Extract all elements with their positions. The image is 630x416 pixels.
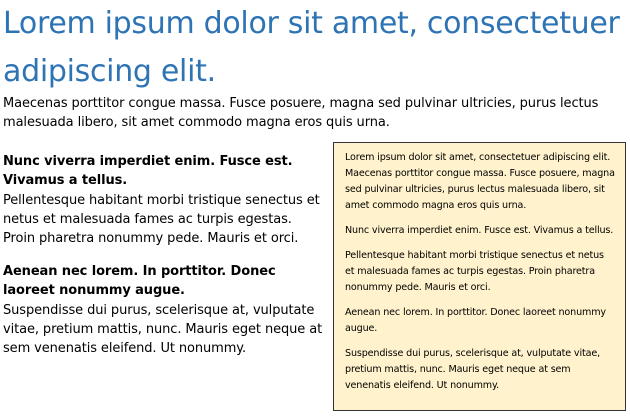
intro-paragraph: Maecenas porttitor congue massa. Fusce posuere, magna sed pulvinar ultricies, purus lectus malesuada libero, sit amet commodo magna eros quis urna.: [3, 96, 599, 130]
sidebar-paragraph: Nunc viverra imperdiet enim. Fusce est. Vivamus a tellus.: [345, 225, 614, 236]
sidebar-paragraph: Suspendisse dui purus, scelerisque at, vulputate vitae, pretium mattis, nunc. Mauris eget neque at sem venenatis eleifend. Ut nonummy.: [345, 348, 600, 391]
section-body: Suspendisse dui purus, scelerisque at, vulputate vitae, pretium mattis, nunc. Mauris eget neque at sem venenatis eleifend. Ut nonummy.: [3, 303, 323, 356]
main-column: [3, 152, 325, 372]
sidebar-paragraph: Pellentesque habitant morbi tristique senectus et netus et malesuada fames ac turpis egestas. Proin pharetra nonummy pede. Mauris et orci.: [345, 250, 604, 293]
sidebar-paragraph: Aenean nec lorem. In porttitor. Donec laoreet nonummy augue.: [345, 307, 606, 334]
section-1: [3, 152, 325, 248]
sidebar-text-box: [333, 142, 626, 411]
document-title: Lorem ipsum dolor sit amet, consectetuer adipiscing elit.: [3, 6, 620, 89]
section-heading: Nunc viverra imperdiet enim. Fusce est. Vivamus a tellus.: [3, 154, 293, 188]
sidebar-paragraph: Lorem ipsum dolor sit amet, consectetuer adipiscing elit. Maecenas porttitor congue massa. Fusce posuere, magna sed pulvinar ultricies, purus lectus malesuada libero, sit amet commodo magna eros quis urna.: [345, 152, 615, 211]
section-body: Pellentesque habitant morbi tristique senectus et netus et malesuada fames ac turpis egestas. Proin pharetra nonummy pede. Mauris et orci.: [3, 193, 320, 246]
section-heading: Aenean nec lorem. In porttitor. Donec laoreet nonummy augue.: [3, 264, 276, 298]
section-2: [3, 262, 325, 358]
